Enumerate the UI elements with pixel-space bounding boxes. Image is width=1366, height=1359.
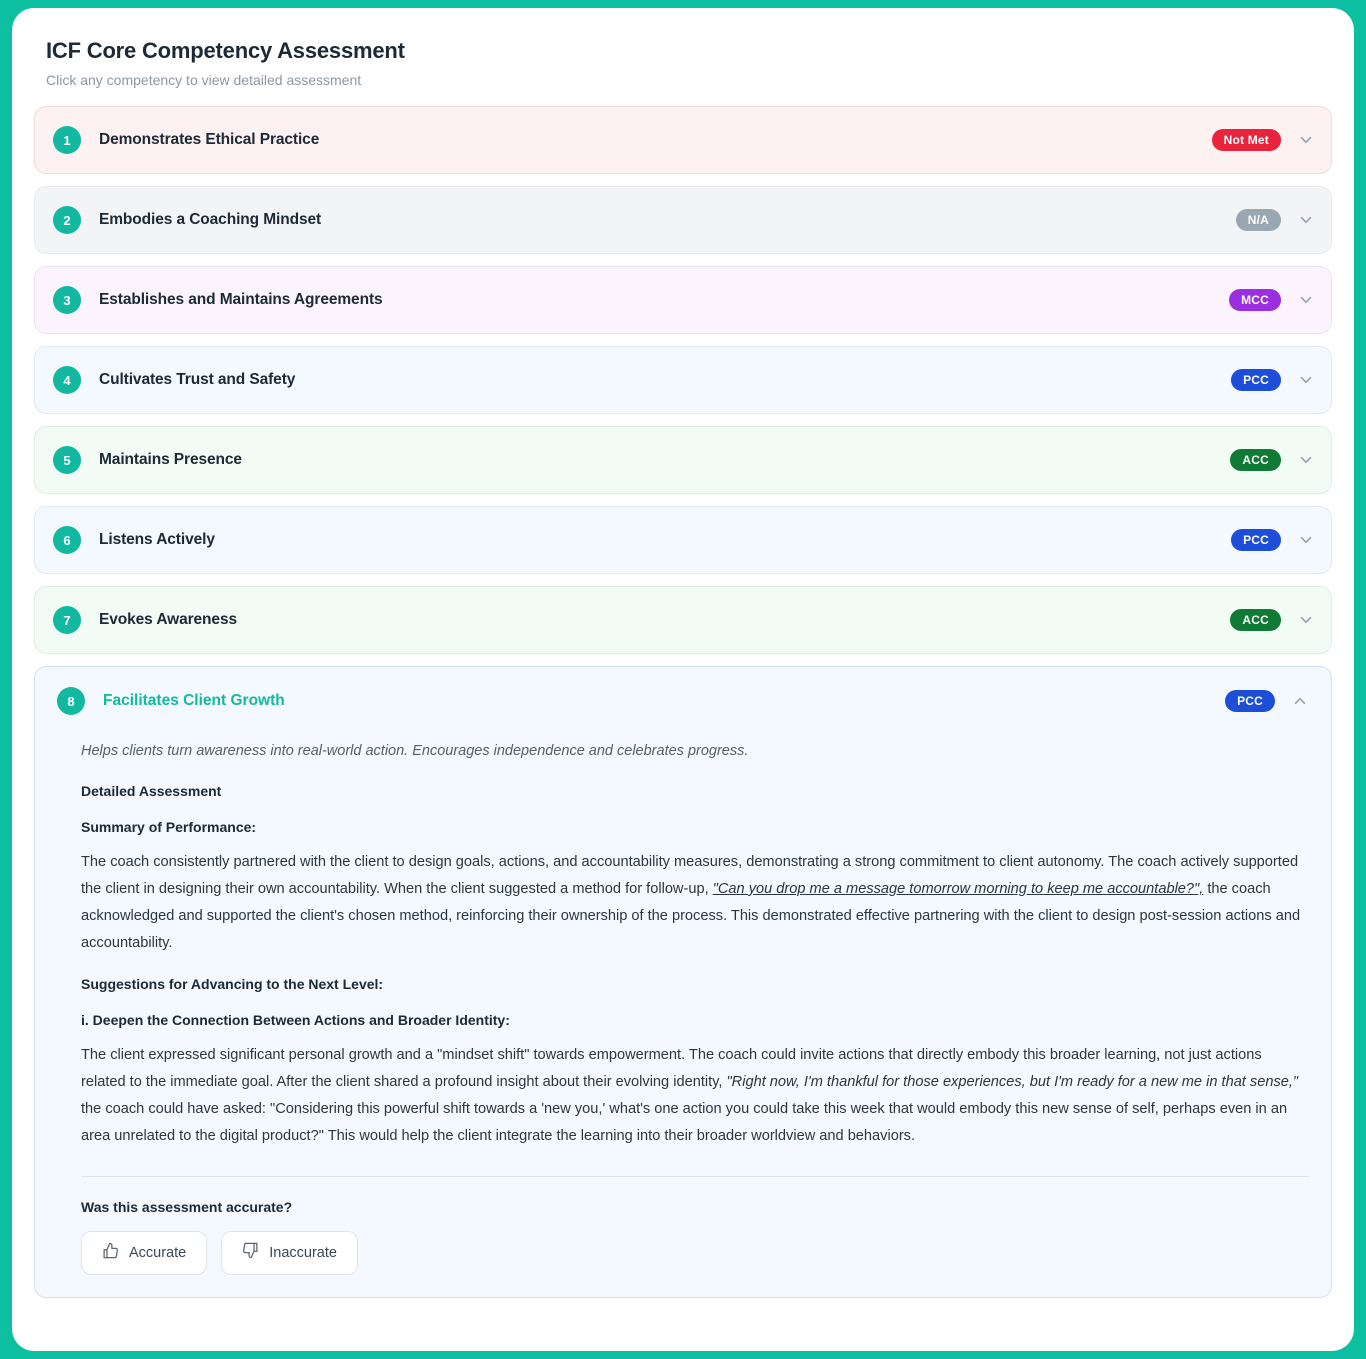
competency-number: 3 xyxy=(53,286,81,314)
suggestions-label: Suggestions for Advancing to the Next Level: xyxy=(81,976,384,993)
row-right xyxy=(1230,609,1315,631)
detailed-assessment-label: Detailed Assessment xyxy=(81,783,222,799)
suggestion-quote: "Right now, I'm thankful for those experiences, but I'm ready for a new me in that sense," xyxy=(726,1074,1299,1091)
status-badge: ACC xyxy=(1230,609,1281,631)
competency-number: 8 xyxy=(57,687,85,715)
chevron-up-icon[interactable] xyxy=(1291,692,1309,710)
competency-row-7[interactable] xyxy=(34,586,1332,654)
row-right xyxy=(1236,209,1315,231)
suggestion-text-part1: The client expressed significant personal growth and a "mindset shift" towards empowerment. The coach could invite actions that directly embody this broader learning, not just actions related to the immediate goal. After the client shared a profound insight about their evolving identity, xyxy=(81,1047,1262,1091)
accurate-label: Accurate xyxy=(129,1244,187,1261)
competency-number: 5 xyxy=(53,446,81,474)
status-badge: Not Met xyxy=(1212,129,1281,151)
competency-row-5[interactable] xyxy=(34,426,1332,494)
competency-title: Maintains Presence xyxy=(99,451,242,468)
row-right xyxy=(1229,289,1315,311)
row-right xyxy=(1212,129,1315,151)
summary-quote: "Can you drop me a message tomorrow morning to keep me accountable?", xyxy=(712,880,1204,897)
suggestion-paragraph xyxy=(81,1042,1309,1149)
competency-title: Embodies a Coaching Mindset xyxy=(99,211,322,228)
competency-number: 4 xyxy=(53,366,81,394)
competency-title: Cultivates Trust and Safety xyxy=(99,371,296,388)
competency-number: 1 xyxy=(53,126,81,154)
summary-paragraph xyxy=(81,849,1309,956)
chevron-down-icon[interactable] xyxy=(1297,211,1315,229)
row-right xyxy=(1231,369,1315,391)
thumbs-down-icon xyxy=(242,1242,259,1263)
row-right xyxy=(1225,690,1309,712)
row-right xyxy=(1230,449,1315,471)
summary-label: Summary of Performance: xyxy=(81,819,257,835)
competency-title: Evokes Awareness xyxy=(99,611,237,628)
competency-number: 2 xyxy=(53,206,81,234)
status-badge: MCC xyxy=(1229,289,1281,311)
divider xyxy=(81,1176,1309,1177)
status-badge: ACC xyxy=(1230,449,1281,471)
chevron-down-icon[interactable] xyxy=(1297,371,1315,389)
summary-text-part1: The coach consistently partnered with the client to design goals, actions, and accountability measures, demonstrating a strong commitment to client autonomy. The coach actively supported the client in designing their own accountability. When the client suggested a method for follow-up, xyxy=(81,854,1299,897)
competency-number: 6 xyxy=(53,526,81,554)
summary-text-part2: the coach acknowledged and supported the client's chosen method, reinforcing their ownership of the process. This demonstrated effective partnering with the client to design post-session actions and accountability. xyxy=(81,880,1301,951)
competency-row-1[interactable] xyxy=(34,106,1332,174)
suggestion-text-part2: the coach could have asked: "Considering this powerful shift towards a 'new you,' what's one action you could take this week that would embody this new sense of self, perhaps even in an area unrelated to the digital product?" This would help the client integrate the learning into their broader worldview and behaviors. xyxy=(81,1101,1288,1144)
row-right xyxy=(1231,529,1315,551)
competency-row-8-header[interactable] xyxy=(57,667,1309,735)
competency-title: Demonstrates Ethical Practice xyxy=(99,131,320,148)
assessment-card xyxy=(12,8,1354,1351)
status-badge: PCC xyxy=(1231,369,1281,391)
competency-number: 7 xyxy=(53,606,81,634)
status-badge: PCC xyxy=(1225,690,1275,712)
chevron-down-icon[interactable] xyxy=(1297,611,1315,629)
competency-title: Listens Actively xyxy=(99,531,215,548)
inaccurate-button[interactable] xyxy=(221,1231,358,1275)
competency-title: Establishes and Maintains Agreements xyxy=(99,291,383,308)
thumbs-up-icon xyxy=(102,1242,119,1263)
status-badge: N/A xyxy=(1236,209,1281,231)
inaccurate-label: Inaccurate xyxy=(269,1244,337,1261)
competency-row-2[interactable] xyxy=(34,186,1332,254)
page-title: ICF Core Competency Assessment xyxy=(46,38,405,63)
competency-row-8-expanded xyxy=(34,666,1332,1298)
feedback-question: Was this assessment accurate? xyxy=(81,1198,293,1215)
competency-list xyxy=(34,106,1332,1298)
competency-title: Facilitates Client Growth xyxy=(103,692,285,709)
competency-row-3[interactable] xyxy=(34,266,1332,334)
competency-row-6[interactable] xyxy=(34,506,1332,574)
chevron-down-icon[interactable] xyxy=(1297,451,1315,469)
status-badge: PCC xyxy=(1231,529,1281,551)
suggestion-heading: i. Deepen the Connection Between Actions and Broader Identity: xyxy=(81,1012,510,1029)
chevron-down-icon[interactable] xyxy=(1297,531,1315,549)
chevron-down-icon[interactable] xyxy=(1297,291,1315,309)
feedback-buttons xyxy=(81,1231,1309,1275)
chevron-down-icon[interactable] xyxy=(1297,131,1315,149)
page-subtitle: Click any competency to view detailed assessment xyxy=(46,72,362,88)
competency-description: Helps clients turn awareness into real-world action. Encourages independence and celebrates progress. xyxy=(81,743,749,759)
competency-row-4[interactable] xyxy=(34,346,1332,414)
accurate-button[interactable] xyxy=(81,1231,207,1275)
